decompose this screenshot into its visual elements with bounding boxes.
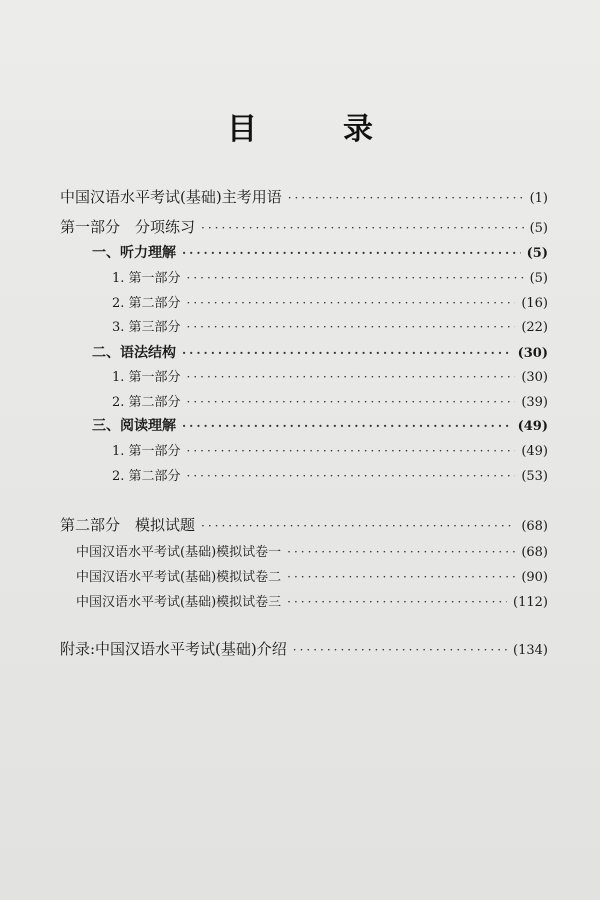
toc-entry-label: 中国汉语水平考试(基础)模拟试卷一 bbox=[76, 545, 282, 560]
toc-entry-label: 2. 第二部分 bbox=[112, 296, 181, 311]
toc-entry-page: (16) bbox=[521, 296, 548, 311]
toc-entry-page: (68) bbox=[521, 519, 548, 534]
toc-entry bbox=[92, 242, 548, 262]
page-title: 目 录 bbox=[227, 112, 401, 147]
dot-leader bbox=[187, 395, 516, 409]
dot-leader bbox=[182, 346, 512, 360]
toc-entry bbox=[112, 391, 548, 410]
toc-entry-page: (30) bbox=[521, 370, 548, 385]
dot-leader bbox=[287, 570, 515, 584]
toc-entry-label: 1. 第一部分 bbox=[112, 444, 181, 459]
toc-entry-page: (1) bbox=[529, 191, 548, 206]
toc-entry-page: (39) bbox=[521, 395, 548, 410]
toc-entry-label: 2. 第二部分 bbox=[112, 469, 181, 484]
toc-entry-label: 中国汉语水平考试(基础)模拟试卷二 bbox=[76, 570, 282, 585]
toc-entry bbox=[76, 566, 548, 585]
toc-entry bbox=[112, 366, 548, 385]
toc-entry-page: (90) bbox=[521, 570, 548, 585]
toc-entry bbox=[60, 186, 548, 207]
dot-leader bbox=[201, 221, 524, 235]
toc-entry-page: (5) bbox=[526, 246, 548, 261]
toc-entry bbox=[112, 292, 548, 311]
toc-entry-page: (112) bbox=[513, 595, 548, 610]
toc-entry bbox=[76, 541, 548, 560]
toc-entry bbox=[60, 514, 548, 535]
toc-entry-page: (30) bbox=[517, 346, 548, 361]
toc-entry bbox=[112, 267, 548, 286]
toc-entry-page: (49) bbox=[517, 419, 548, 434]
toc-entry bbox=[60, 638, 548, 659]
toc-entry bbox=[92, 415, 548, 435]
toc-entry-page: (49) bbox=[521, 444, 548, 459]
toc-entry bbox=[60, 216, 548, 237]
toc-entry-label: 附录:中国汉语水平考试(基础)介绍 bbox=[60, 640, 287, 658]
toc-entry-page: (5) bbox=[529, 271, 548, 286]
toc-entry-label: 中国汉语水平考试(基础)模拟试卷三 bbox=[76, 595, 282, 610]
toc-entry-label: 3. 第三部分 bbox=[112, 320, 181, 335]
dot-leader bbox=[187, 370, 516, 384]
dot-leader bbox=[201, 519, 515, 533]
dot-leader bbox=[182, 246, 521, 260]
toc-entry-page: (22) bbox=[521, 320, 548, 335]
dot-leader bbox=[187, 444, 516, 458]
toc-entry-label: 1. 第一部分 bbox=[112, 271, 181, 286]
dot-leader bbox=[287, 595, 507, 609]
dot-leader bbox=[187, 320, 516, 334]
toc-entry-label: 中国汉语水平考试(基础)主考用语 bbox=[60, 188, 282, 206]
toc-entry-label: 1. 第一部分 bbox=[112, 370, 181, 385]
dot-leader bbox=[287, 545, 515, 559]
toc-entry bbox=[76, 591, 548, 610]
toc-entry-page: (5) bbox=[529, 221, 548, 236]
dot-leader bbox=[187, 296, 516, 310]
toc-entry-label: 第一部分 分项练习 bbox=[60, 218, 196, 236]
dot-leader bbox=[187, 469, 516, 483]
dot-leader bbox=[293, 643, 507, 657]
dot-leader bbox=[187, 271, 524, 285]
toc-entry-label: 三、阅读理解 bbox=[92, 418, 176, 434]
toc-entry bbox=[112, 440, 548, 459]
toc-entry-page: (53) bbox=[521, 469, 548, 484]
dot-leader bbox=[288, 191, 524, 205]
toc-entry bbox=[112, 316, 548, 335]
toc-entry bbox=[92, 342, 548, 362]
dot-leader bbox=[182, 419, 512, 433]
toc-entry-page: (134) bbox=[513, 643, 548, 658]
toc-entry-label: 一、听力理解 bbox=[92, 245, 176, 261]
toc-entry-label: 2. 第二部分 bbox=[112, 395, 181, 410]
toc-entry bbox=[112, 465, 548, 484]
toc-entry-label: 二、语法结构 bbox=[92, 345, 176, 361]
toc-entry-page: (68) bbox=[521, 545, 548, 560]
toc-entry-label: 第二部分 模拟试题 bbox=[60, 516, 196, 534]
